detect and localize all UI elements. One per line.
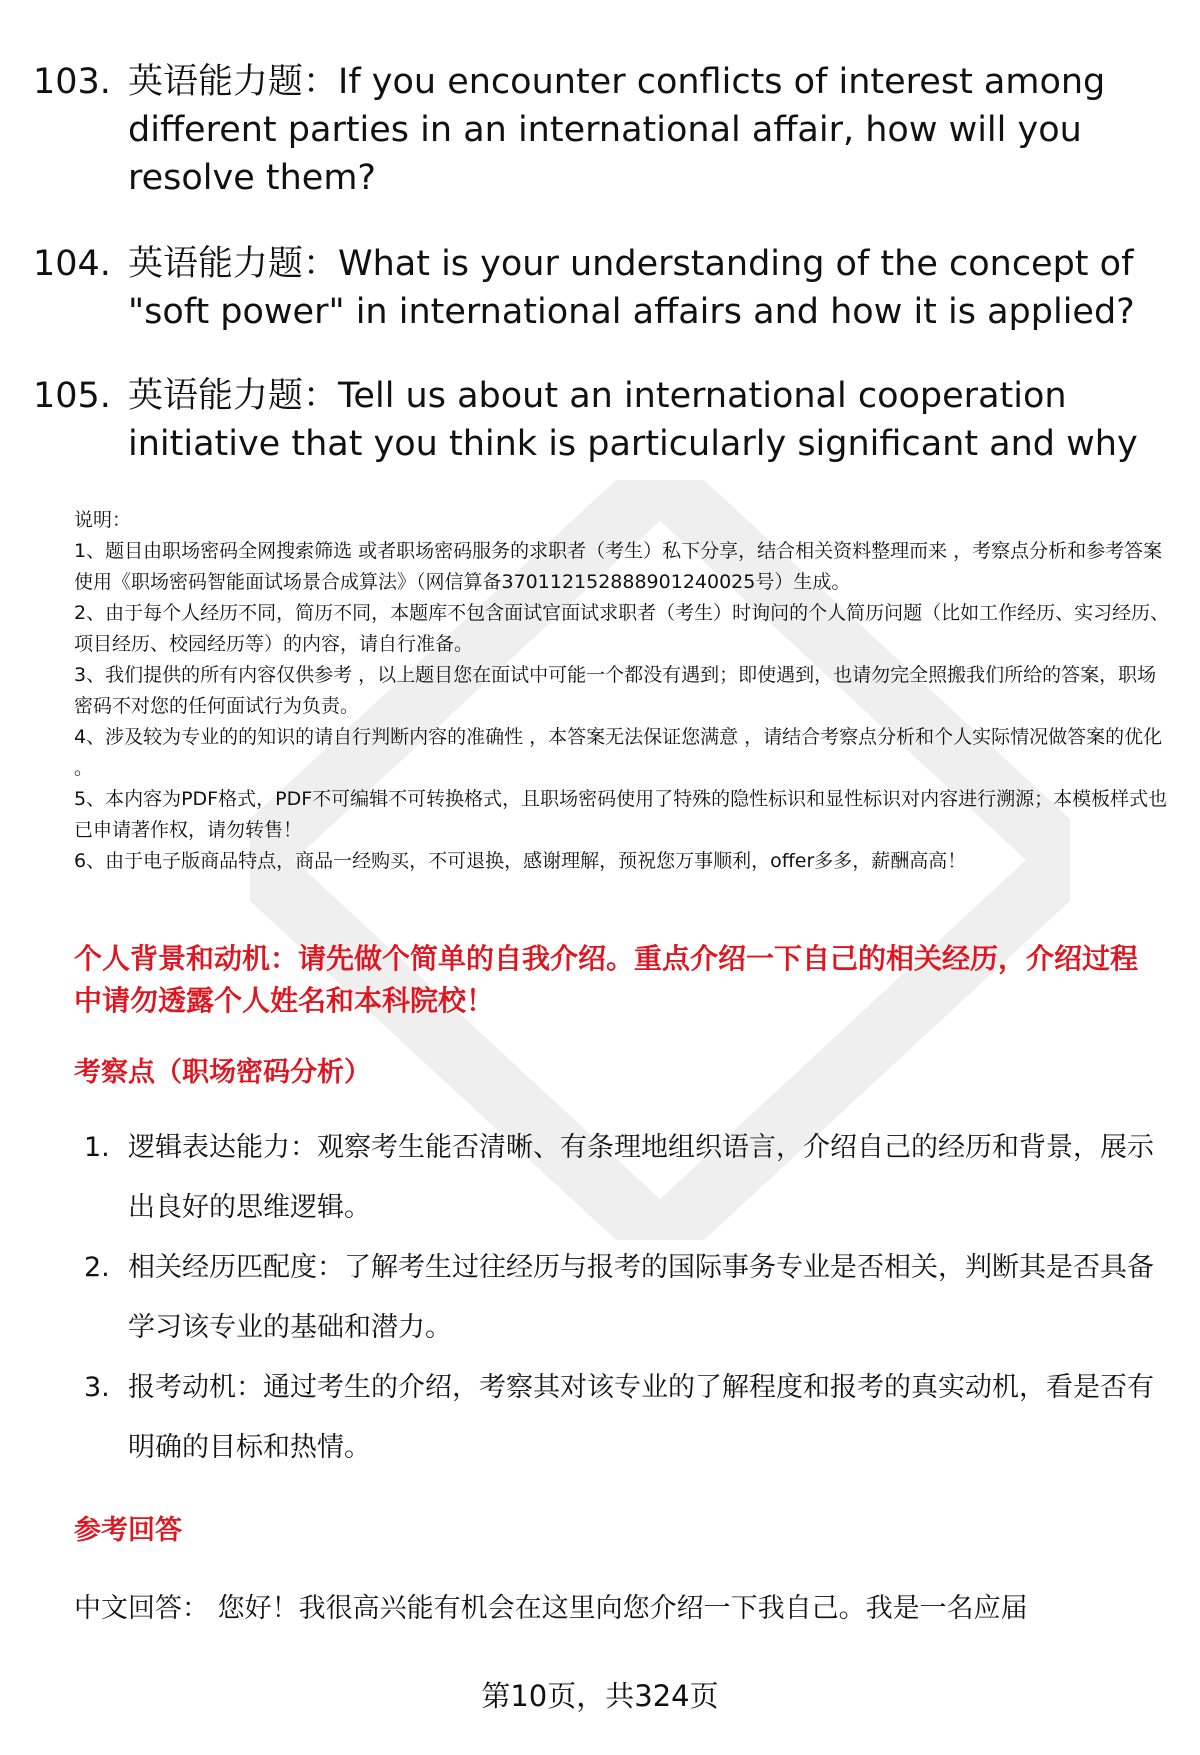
notes-section	[74, 505, 1174, 877]
page-footer: 第10页，共324页	[481, 1679, 719, 1713]
question-text: 英语能力题：If you encounter conflicts of interest among different parties in an international affair, how will you resolve them?	[128, 62, 1106, 198]
item-number: 1.	[84, 1132, 110, 1163]
question-text: 英语能力题：What is your understanding of the concept of "soft power" in international affairs and how it is applied?	[128, 244, 1135, 332]
item-text: 报考动机：通过考生的介绍，考察其对该专业的了解程度和报考的真实动机，看是否有明确的目标和热情。	[128, 1372, 1154, 1463]
note-item: 3、我们提供的所有内容仅供参考 ，以上题目您在面试中可能一个都没有遇到；即使遇到，也请勿完全照搬我们所给的答案，职场密码不对您的任何面试行为负责。	[74, 664, 1157, 717]
note-item: 4、涉及较为专业的的知识的请自行判断内容的准确性 ，本答案无法保证您满意 ，请结合考察点分析和个人实际情况做答案的优化 。	[74, 726, 1163, 779]
analysis-item	[84, 1118, 1164, 1238]
question-104	[33, 240, 1173, 336]
question-105	[33, 372, 1173, 468]
answer-heading: 参考回答	[74, 1515, 182, 1546]
item-text: 逻辑表达能力：观察考生能否清晰、有条理地组织语言，介绍自己的经历和背景，展示出良好的思维逻辑。	[128, 1132, 1154, 1223]
question-number: 105.	[33, 376, 111, 416]
question-103	[33, 58, 1173, 202]
intro-question: 个人背景和动机：请先做个简单的自我介绍。重点介绍一下自己的相关经历，介绍过程中请勿透露个人姓名和本科院校！	[74, 942, 1139, 1017]
notes-title: 说明：	[74, 509, 132, 531]
question-number: 104.	[33, 244, 111, 284]
chinese-answer: 中文回答： 您好！我很高兴能有机会在这里向您介绍一下我自己。我是一名应届	[74, 1593, 1028, 1624]
question-number: 103.	[33, 62, 111, 102]
analysis-item	[84, 1238, 1164, 1358]
item-number: 2.	[84, 1252, 110, 1283]
note-item: 1、题目由职场密码全网搜索筛选 或者职场密码服务的求职者（考生）私下分享，结合相关资料整理而来 ，考察点分析和参考答案使用《职场密码智能面试场景合成算法》（网信算备370112152888901240025号）生成。	[74, 540, 1163, 593]
note-item: 2、由于每个人经历不同，简历不同，本题库不包含面试官面试求职者（考生）时询问的个人简历问题（比如工作经历、实习经历、项目经历、校园经历等）的内容，请自行准备。	[74, 602, 1170, 655]
analysis-heading: 考察点（职场密码分析）	[74, 1057, 371, 1088]
item-number: 3.	[84, 1372, 110, 1403]
question-text: 英语能力题：Tell us about an international cooperation initiative that you think is particularly significant and why	[128, 376, 1138, 464]
note-item: 5、本内容为PDF格式，PDF不可编辑不可转换格式，且职场密码使用了特殊的隐性标识和显性标识对内容进行溯源；本模板样式也已申请著作权，请勿转售！	[74, 788, 1168, 841]
analysis-item	[84, 1358, 1164, 1478]
note-item: 6、由于电子版商品特点，商品一经购买，不可退换，感谢理解，预祝您万事顺利，offer多多，薪酬高高！	[74, 850, 967, 872]
item-text: 相关经历匹配度：了解考生过往经历与报考的国际事务专业是否相关，判断其是否具备学习该专业的基础和潜力。	[128, 1252, 1154, 1343]
